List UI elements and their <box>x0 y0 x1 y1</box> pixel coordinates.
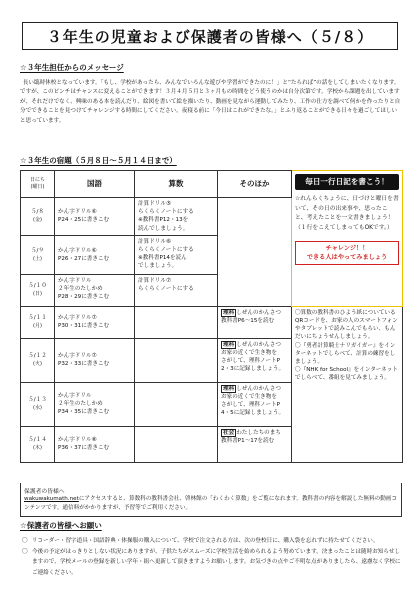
date-cell: ５/１０ (日) <box>21 274 55 306</box>
challenge-item: 〇『勇者計算騎士ナリガイガー』をインターネットでしらべて、計算の練習をしましょう。 <box>295 342 396 366</box>
notice-title: 保護者の皆様へ <box>24 489 65 495</box>
japanese-cell: かん字ドリル ２年生のたしかめ P28・29に書きこむ <box>55 274 135 306</box>
japanese-cell: かん字ドリル⑥ P26・27に書きこむ <box>55 235 135 274</box>
homework-table <box>20 170 403 463</box>
notice-link[interactable]: wakuwakumath.net <box>24 496 79 502</box>
math-cell: 計算ドリル⑤ らくらくノートにする ※教科書P12・13を 読んでしましょう。 <box>135 198 218 236</box>
japanese-cell: かん字ドリル ２年生のたしかめ P34・35に書きこむ <box>55 382 135 426</box>
date-cell: ５/１２ (火) <box>21 338 55 382</box>
diary-body: ☆れんらくちょうに、日づけと曜日を書いて、その日の出来事や、思ったこと、考えたことを一文書きましょう！（１行をこえてしまってもOKです。） <box>295 196 399 231</box>
header-math: 算数 <box>135 171 218 198</box>
page-title: ３年生の児童および保護者の皆様へ（５/８） <box>22 22 398 50</box>
list-item: 〇 リコーダー・習字道具・国語辞典・体操服の購入について、学校で注文される方は、次の登校日に、購入袋を忘れずに持たせてください。 <box>22 538 379 544</box>
other-cell: 理科 しぜんのかんさつ お家の近くで生き物を さがして、理科ノートP 2・3に記録しましょう。 <box>218 338 292 382</box>
challenge-banner: チャレンジ！！ できる人はやってみましょう <box>295 241 399 265</box>
other-cell: 理科 しぜんのかんさつ 教科書P6～15を読む <box>218 306 292 338</box>
japanese-cell: かん字ドリル⑥ P24・25に書きこむ <box>55 198 135 236</box>
date-cell: ５/１４ (木) <box>21 426 55 462</box>
teacher-message: 長い臨時休校となっています。「もし、学校があったら、みんなでいろんな遊びや学習ができたのに！」と“たられば”の話をしてしまいたくなります。ですが、このピンチはチャンスに変えることができます！３月４月５月と３ヶ月もの時間をどう使うのかは自分次第です。学校から課題を出していますが、それだけでなく、興味のある本を読んだり、絵図を書いて絵を描いたり、動画を見ながら運動してみたり、工作の仕方を調べて何かを作ったりと自分でできることを見つけてチャレンジする時間にしてください。夜寝る前に「今日はこれができたな。」とふり返ることができる日々を過ごしてほしいと思っています。 <box>20 80 401 124</box>
other-cell: 社会 わたしたちのまち 教科書P1～17を読む <box>218 426 292 462</box>
header-japanese: 国語 <box>55 171 135 198</box>
list-item: 〇 今後の予定がはっきりとしない状況にありますが、子供たちがスムーズに学校生活を始められるよう努めています。決まったことは随時お知らせしますので、学校メールの登録を新しい学年・組へ更新して頂きますようお願いします。お気づきの点やご不明な点がありましたら、遠慮なく学校にご連絡ください。 <box>22 548 401 576</box>
other-cell: 理科 しぜんのかんさつ お家の近くで生き物を さがして、理科ノートP 4・5に記録しましょう。 <box>218 382 292 426</box>
challenge-item: 〇算数の教科書のひよう紙についているQRコードを、お家の人のスマートフォンやタブレットで読みこんでもらい、もんだいにちょうせんしましょう。 <box>295 309 398 341</box>
date-cell: ５/８ (金) <box>21 198 55 236</box>
diary-title: 毎日一行日記を書こう！ <box>295 174 399 190</box>
math-cell: 計算ドリル⑥ らくらくノートにする ※教科書P14を読ん でしましょう。 <box>135 235 218 274</box>
table-header-row <box>21 171 403 198</box>
request-heading: ☆保護者の皆様へお願い <box>20 521 102 530</box>
japanese-cell: かん字ドリル⑦ P30・31に書きこむ <box>55 306 135 338</box>
parent-notice <box>20 483 402 517</box>
homework-heading: ☆３年生の宿題（５月８日～５月１４日まで） <box>20 156 177 165</box>
other-cell <box>218 198 292 307</box>
challenge-item: 〇『NHK for School』をインターネットでしらべて、番組を見てみましょう。 <box>295 367 398 382</box>
math-cell <box>135 426 218 462</box>
math-cell: 計算ドリル⑦ らくらくノートにする <box>135 274 218 306</box>
header-other: そのほか <box>218 171 292 198</box>
math-cell <box>135 382 218 426</box>
notice-body: wakuwakumath.netにアクセスすると、算数科の教科書会社、啓林館の「わくわく算数」をご覧になれます。教科書の内容を解説した無料の動画コンテンツです。通信料がかかりますが、予習等でご利用ください。 <box>24 496 398 512</box>
math-cell <box>135 306 218 338</box>
diary-panel <box>292 171 403 307</box>
request-list <box>22 536 402 578</box>
message-heading: ☆３年生担任からのメッセージ <box>20 63 124 72</box>
date-cell: ５/１３ (水) <box>21 382 55 426</box>
date-cell: ５/９ (土) <box>21 235 55 274</box>
japanese-cell: かん字ドリル⑧ P36・37に書きこむ <box>55 426 135 462</box>
challenge-list <box>292 306 403 462</box>
date-cell: ５/１１ (月) <box>21 306 55 338</box>
header-day: 日にち (曜日) <box>21 171 55 198</box>
table-row <box>21 306 403 338</box>
japanese-cell: かん字ドリル⑦ P32・33に書きこむ <box>55 338 135 382</box>
math-cell <box>135 338 218 382</box>
